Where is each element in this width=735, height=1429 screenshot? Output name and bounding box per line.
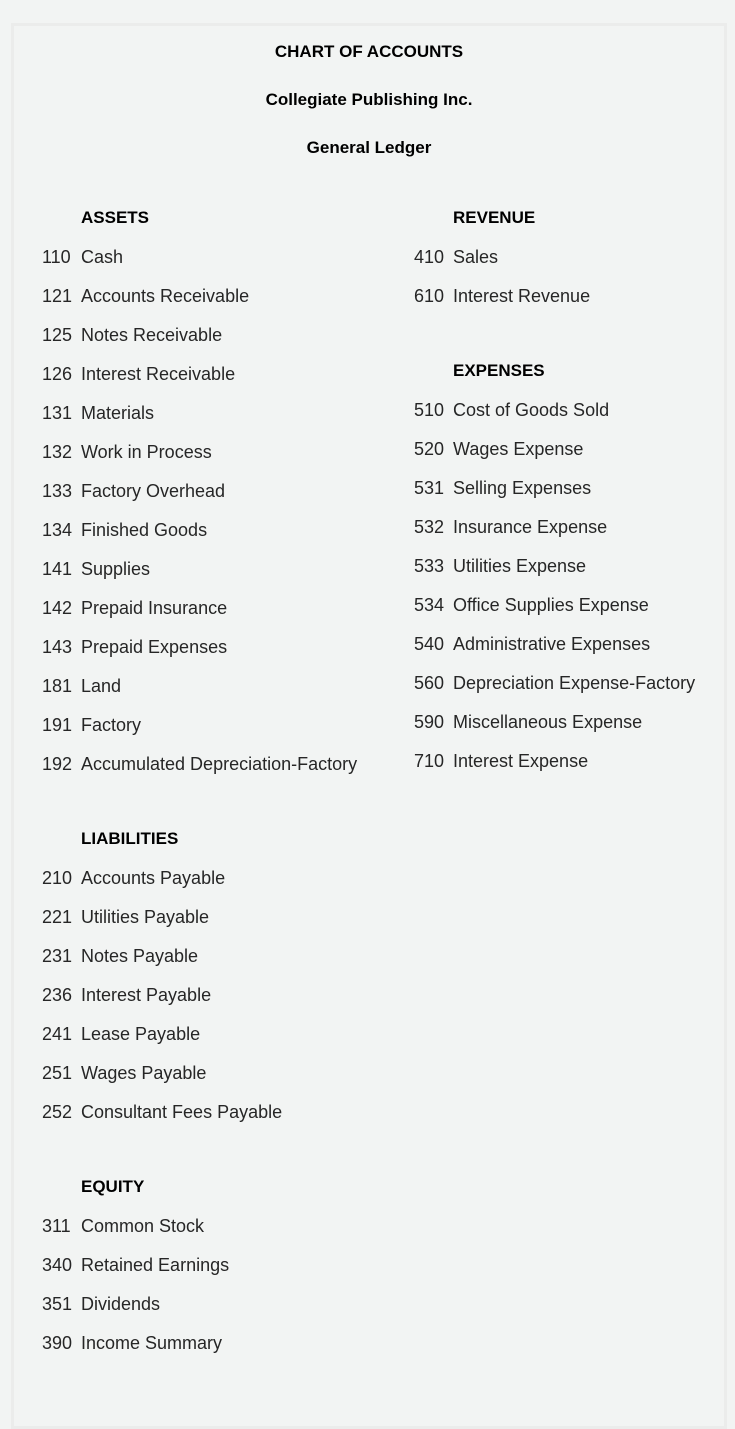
account-name: Prepaid Insurance <box>81 598 228 618</box>
chart-of-accounts-panel <box>11 23 727 1429</box>
account-number: 532 <box>414 517 445 537</box>
account-number: 590 <box>414 712 445 732</box>
account-name: Lease Payable <box>81 1024 201 1044</box>
account-number: 210 <box>42 868 73 888</box>
account-name: Accumulated Depreciation-Factory <box>81 754 358 774</box>
account-name: Factory <box>81 715 142 735</box>
account-name: Factory Overhead <box>81 481 226 501</box>
account-name: Notes Receivable <box>81 325 223 345</box>
account-number: 241 <box>42 1024 73 1044</box>
account-name: Finished Goods <box>81 520 208 540</box>
account-number: 252 <box>42 1102 73 1122</box>
account-name: Cost of Goods Sold <box>453 400 610 420</box>
account-name: Insurance Expense <box>453 517 608 537</box>
account-number: 311 <box>42 1216 71 1236</box>
account-name: Income Summary <box>81 1333 223 1353</box>
account-number: 191 <box>42 715 73 735</box>
account-name: Office Supplies Expense <box>453 595 649 615</box>
account-number: 340 <box>42 1255 73 1275</box>
account-number: 132 <box>42 442 73 462</box>
account-name: Wages Expense <box>453 439 584 459</box>
account-number: 141 <box>42 559 73 579</box>
account-name: Administrative Expenses <box>453 634 651 654</box>
account-name: Consultant Fees Payable <box>81 1102 283 1122</box>
account-number: 181 <box>42 676 73 696</box>
account-number: 125 <box>42 325 73 345</box>
account-number: 221 <box>42 907 73 927</box>
account-name: Land <box>81 676 122 696</box>
ledger-title: General Ledger <box>306 138 432 157</box>
account-name: Accounts Receivable <box>81 286 250 306</box>
account-name: Work in Process <box>81 442 212 462</box>
account-name: Common Stock <box>81 1216 205 1236</box>
account-name: Accounts Payable <box>81 868 226 888</box>
account-number: 133 <box>42 481 73 501</box>
account-name: Cash <box>81 247 124 267</box>
account-name: Interest Payable <box>81 985 212 1005</box>
account-number: 121 <box>42 286 73 306</box>
account-number: 110 <box>42 247 71 267</box>
account-name: Prepaid Expenses <box>81 637 228 657</box>
account-number: 351 <box>42 1294 73 1314</box>
account-name: Dividends <box>81 1294 161 1314</box>
account-number: 610 <box>414 286 445 306</box>
account-number: 251 <box>42 1063 73 1083</box>
account-name: Supplies <box>81 559 151 579</box>
account-name: Interest Expense <box>453 751 589 771</box>
section-title-equity: EQUITY <box>81 1177 145 1196</box>
account-number: 540 <box>414 634 445 654</box>
account-number: 126 <box>42 364 73 384</box>
account-name: Miscellaneous Expense <box>453 712 643 732</box>
account-name: Materials <box>81 403 155 423</box>
account-number: 534 <box>414 595 445 615</box>
account-number: 710 <box>414 751 445 771</box>
account-name: Utilities Expense <box>453 556 587 576</box>
account-name: Interest Receivable <box>81 364 236 384</box>
page-title: CHART OF ACCOUNTS <box>274 42 464 61</box>
company-name: Collegiate Publishing Inc. <box>265 90 473 109</box>
account-number: 192 <box>42 754 73 774</box>
account-number: 142 <box>42 598 73 618</box>
account-number: 143 <box>42 637 73 657</box>
account-number: 520 <box>414 439 445 459</box>
account-number: 533 <box>414 556 445 576</box>
account-number: 531 <box>414 478 445 498</box>
section-title-liabilities: LIABILITIES <box>81 829 179 848</box>
section-title-revenue: REVENUE <box>453 208 536 227</box>
account-number: 410 <box>414 247 445 267</box>
account-name: Selling Expenses <box>453 478 592 498</box>
account-name: Interest Revenue <box>453 286 591 306</box>
account-number: 560 <box>414 673 445 693</box>
account-number: 236 <box>42 985 73 1005</box>
account-number: 510 <box>414 400 445 420</box>
account-number: 134 <box>42 520 73 540</box>
account-name: Sales <box>453 247 499 267</box>
section-title-assets: ASSETS <box>81 208 150 227</box>
account-name: Retained Earnings <box>81 1255 230 1275</box>
account-number: 231 <box>42 946 73 966</box>
account-name: Notes Payable <box>81 946 199 966</box>
account-name: Depreciation Expense-Factory <box>453 673 696 693</box>
account-number: 131 <box>42 403 73 423</box>
account-name: Wages Payable <box>81 1063 207 1083</box>
section-title-expenses: EXPENSES <box>453 361 545 380</box>
account-name: Utilities Payable <box>81 907 210 927</box>
account-number: 390 <box>42 1333 73 1353</box>
